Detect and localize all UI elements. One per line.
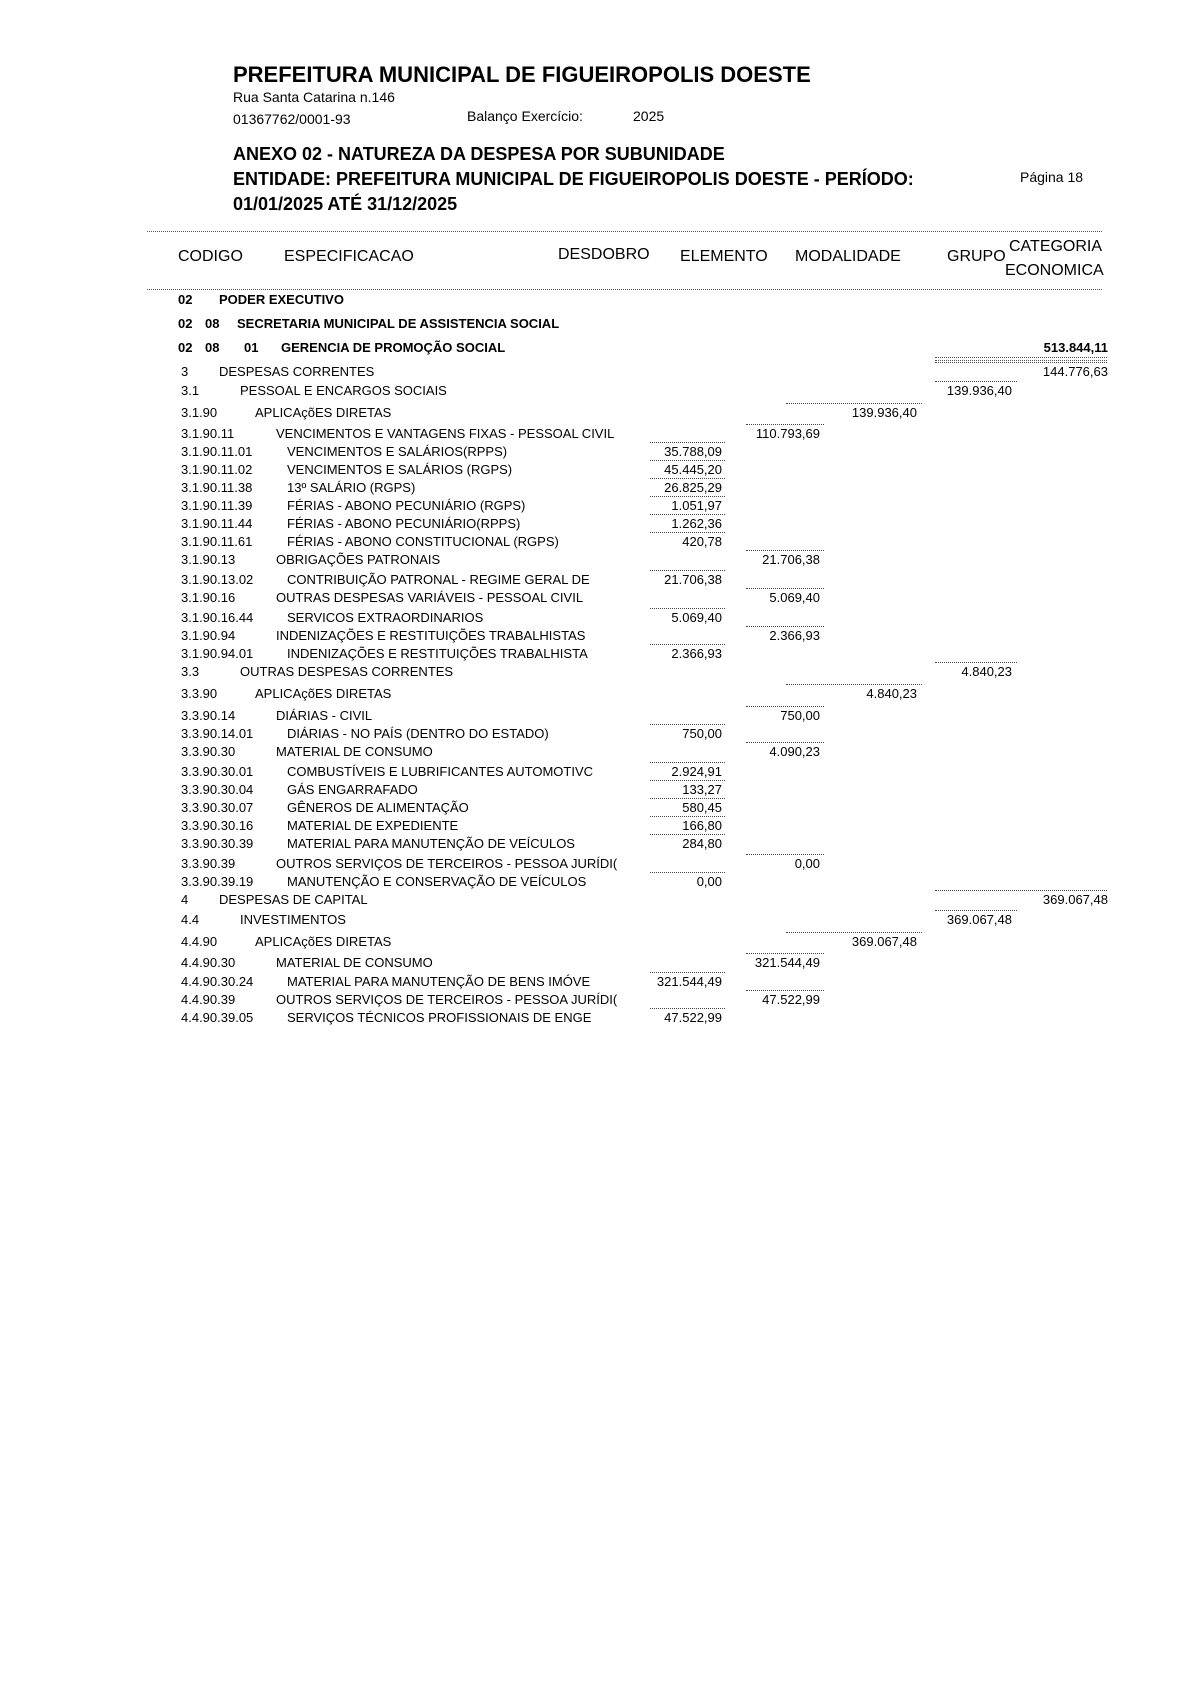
value-rule (650, 762, 725, 763)
value-rule (650, 442, 725, 443)
row-code: 3.1.90 (181, 405, 218, 420)
row-code: 3.1.90.11.02 (181, 462, 253, 477)
row-value: 750,00 (682, 726, 722, 741)
total-underline (935, 360, 1107, 361)
value-rule (935, 890, 1107, 891)
row-description: MATERIAL DE EXPEDIENTE (287, 818, 459, 833)
value-rule (786, 684, 922, 685)
row-value: 420,78 (682, 534, 722, 549)
row-value: 144.776,63 (1042, 364, 1108, 379)
value-rule (650, 724, 725, 725)
row-description: GÁS ENGARRAFADO (287, 782, 418, 797)
row-code: 3.3.90.30.04 (181, 782, 254, 797)
unit-code-2: 08 (205, 316, 220, 331)
row-code: 3.3.90.14 (181, 708, 236, 723)
value-rule (650, 834, 725, 835)
row-code: 3.3.90.30.07 (181, 800, 254, 815)
row-description: DESPESAS DE CAPITAL (219, 892, 368, 907)
row-description: PESSOAL E ENCARGOS SOCIAIS (240, 383, 447, 398)
unit-name: PODER EXECUTIVO (219, 292, 344, 307)
row-description: INVESTIMENTOS (240, 912, 346, 927)
row-value: 110.793,69 (755, 426, 820, 441)
row-code: 3.1.90.16 (181, 590, 236, 605)
row-value: 35.788,09 (664, 444, 722, 459)
row-code: 3.3.90.30.39 (181, 836, 254, 851)
row-code: 3.3.90.30 (181, 744, 236, 759)
row-value: 166,80 (682, 818, 722, 833)
balanco-year: 2025 (633, 108, 665, 124)
unit-code-1: 02 (178, 316, 193, 331)
row-value: 284,80 (682, 836, 722, 851)
row-value: 47.522,99 (762, 992, 820, 1007)
col-desdobro: DESDOBRO (558, 246, 650, 263)
value-rule (746, 854, 824, 855)
row-description: OUTRAS DESPESAS CORRENTES (240, 664, 454, 679)
row-description: INDENIZAÇÕES E RESTITUIÇÕES TRABALHISTAS (276, 628, 586, 643)
unit-code-1: 02 (178, 292, 193, 307)
row-code: 4.4.90.30 (181, 955, 236, 970)
row-description: MATERIAL DE CONSUMO (276, 744, 433, 759)
value-rule (935, 381, 1017, 382)
row-value: 2.924,91 (671, 764, 722, 779)
row-code: 3.3.90.39.19 (181, 874, 254, 889)
row-description: DESPESAS CORRENTES (219, 364, 375, 379)
row-code: 4.4.90.39.05 (181, 1010, 254, 1025)
row-description: FÉRIAS - ABONO CONSTITUCIONAL (RGPS) (287, 534, 559, 549)
col-modalidade: MODALIDADE (795, 248, 901, 265)
row-description: SERVIÇOS TÉCNICOS PROFISSIONAIS DE ENGE (287, 1010, 592, 1025)
divider-top (147, 231, 1102, 232)
row-value: 321.544,49 (754, 955, 820, 970)
row-value: 47.522,99 (664, 1010, 722, 1025)
value-rule (650, 608, 725, 609)
value-rule (746, 990, 824, 991)
row-code: 3.1.90.11.39 (181, 498, 253, 513)
value-rule (650, 460, 725, 461)
row-description: COMBUSTÍVEIS E LUBRIFICANTES AUTOMOTIVC (287, 764, 594, 779)
row-description: FÉRIAS - ABONO PECUNIÁRIO (RGPS) (287, 498, 526, 513)
row-code: 4.4.90 (181, 934, 218, 949)
row-description: FÉRIAS - ABONO PECUNIÁRIO(RPPS) (287, 516, 521, 531)
col-categoria: CATEGORIA (1009, 238, 1103, 255)
row-code: 3.1.90.13.02 (181, 572, 254, 587)
row-code: 4 (181, 892, 189, 907)
row-value: 1.051,97 (671, 498, 722, 513)
row-value: 45.445,20 (664, 462, 722, 477)
unit-total: 513.844,11 (1043, 340, 1108, 355)
value-rule (650, 570, 725, 571)
col-codigo: CODIGO (178, 248, 243, 265)
address: Rua Santa Catarina n.146 (233, 89, 395, 105)
document-title: PREFEITURA MUNICIPAL DE FIGUEIROPOLIS DOESTE (233, 62, 811, 87)
col-especificacao: ESPECIFICACAO (284, 248, 414, 265)
value-rule (746, 424, 824, 425)
row-code: 3.1.90.11.61 (181, 534, 253, 549)
row-value: 21.706,38 (664, 572, 722, 587)
row-code: 3.3.90.39 (181, 856, 236, 871)
value-rule (786, 932, 922, 933)
row-code: 3.3.90 (181, 686, 218, 701)
unit-name: GERENCIA DE PROMOÇÃO SOCIAL (281, 340, 506, 355)
value-rule (746, 550, 824, 551)
row-description: OUTRAS DESPESAS VARIÁVEIS - PESSOAL CIVIL (276, 590, 584, 605)
row-description: OBRIGAÇÕES PATRONAIS (276, 552, 441, 567)
row-value: 0,00 (794, 856, 820, 871)
row-description: MATERIAL PARA MANUTENÇÃO DE VEÍCULOS (287, 836, 575, 851)
row-value: 0,00 (696, 874, 722, 889)
row-value: 139.936,40 (946, 383, 1012, 398)
row-value: 133,27 (682, 782, 722, 797)
value-rule (746, 626, 824, 627)
row-code: 3.1.90.11.38 (181, 480, 253, 495)
row-description: 13º SALÁRIO (RGPS) (287, 480, 416, 495)
row-value: 26.825,29 (664, 480, 722, 495)
row-value: 4.840,23 (961, 664, 1012, 679)
row-code: 3.1.90.94.01 (181, 646, 254, 661)
page-number: Página 18 (1020, 169, 1084, 185)
row-description: GÊNEROS DE ALIMENTAÇÃO (287, 800, 469, 815)
value-rule (650, 496, 725, 497)
row-description: VENCIMENTOS E VANTAGENS FIXAS - PESSOAL CIVIL (276, 426, 615, 441)
col-economica: ECONOMICA (1005, 262, 1104, 279)
row-value: 369.067,48 (1042, 892, 1108, 907)
value-rule (650, 1008, 725, 1009)
row-value: 21.706,38 (762, 552, 820, 567)
value-rule (650, 514, 725, 515)
row-description: MATERIAL DE CONSUMO (276, 955, 433, 970)
row-value: 369.067,48 (851, 934, 917, 949)
row-description: CONTRIBUIÇÃO PATRONAL - REGIME GERAL DE (287, 572, 590, 587)
value-rule (935, 362, 1107, 363)
unit-code-3: 01 (244, 340, 259, 355)
row-code: 4.4.90.39 (181, 992, 236, 1007)
row-code: 3.1.90.11.01 (181, 444, 253, 459)
total-underline (935, 357, 1107, 358)
row-description: VENCIMENTOS E SALÁRIOS(RPPS) (287, 444, 508, 459)
row-value: 2.366,93 (671, 646, 722, 661)
row-value: 5.069,40 (769, 590, 820, 605)
entity-line: ENTIDADE: PREFEITURA MUNICIPAL DE FIGUEIROPOLIS DOESTE - PERÍODO: (233, 169, 914, 189)
row-code: 3.3.90.30.16 (181, 818, 254, 833)
row-description: MATERIAL PARA MANUTENÇÃO DE BENS IMÓVE (287, 974, 591, 989)
row-description: VENCIMENTOS E SALÁRIOS (RGPS) (287, 462, 513, 477)
row-value: 139.936,40 (851, 405, 917, 420)
row-value: 4.840,23 (866, 686, 917, 701)
row-code: 3.3 (181, 664, 200, 679)
row-description: APLICAçõES DIRETAS (255, 686, 392, 701)
value-rule (650, 478, 725, 479)
unit-code-2: 08 (205, 340, 220, 355)
value-rule (650, 972, 725, 973)
value-rule (935, 910, 1017, 911)
row-value: 750,00 (780, 708, 820, 723)
row-value: 2.366,93 (769, 628, 820, 643)
row-description: INDENIZAÇÕES E RESTITUIÇÕES TRABALHISTA (287, 646, 588, 661)
value-rule (746, 953, 824, 954)
row-code: 3.1.90.16.44 (181, 610, 254, 625)
row-description: APLICAçõES DIRETAS (255, 405, 392, 420)
balanco-label: Balanço Exercício: (467, 108, 583, 124)
row-description: SERVICOS EXTRAORDINARIOS (287, 610, 484, 625)
row-code: 3.3.90.14.01 (181, 726, 254, 741)
col-elemento: ELEMENTO (680, 248, 768, 265)
row-code: 4.4.90.30.24 (181, 974, 254, 989)
row-value: 321.544,49 (656, 974, 722, 989)
row-code: 3.1 (181, 383, 200, 398)
value-rule (650, 798, 725, 799)
row-value: 1.262,36 (671, 516, 722, 531)
row-description: DIÁRIAS - CIVIL (276, 708, 373, 723)
row-description: MANUTENÇÃO E CONSERVAÇÃO DE VEÍCULOS (287, 874, 587, 889)
divider-header (147, 289, 1102, 290)
value-rule (650, 816, 725, 817)
value-rule (650, 872, 725, 873)
value-rule (650, 644, 725, 645)
value-rule (746, 742, 824, 743)
row-code: 3.1.90.11.44 (181, 516, 253, 531)
value-rule (786, 403, 922, 404)
value-rule (746, 588, 824, 589)
row-code: 3.1.90.13 (181, 552, 236, 567)
value-rule (650, 780, 725, 781)
cnpj: 01367762/0001-93 (233, 111, 351, 127)
period-line: 01/01/2025 ATÉ 31/12/2025 (233, 194, 458, 214)
row-code: 3.3.90.30.01 (181, 764, 254, 779)
row-value: 369.067,48 (946, 912, 1012, 927)
row-description: OUTROS SERVIÇOS DE TERCEIROS - PESSOA JURÍDI( (276, 992, 618, 1007)
annex-title: ANEXO 02 - NATUREZA DA DESPESA POR SUBUNIDADE (233, 144, 725, 164)
col-grupo: GRUPO (947, 248, 1006, 265)
row-value: 4.090,23 (769, 744, 820, 759)
value-rule (935, 662, 1017, 663)
unit-name: SECRETARIA MUNICIPAL DE ASSISTENCIA SOCIAL (237, 316, 560, 331)
value-rule (650, 532, 725, 533)
row-description: DIÁRIAS - NO PAÍS (DENTRO DO ESTADO) (287, 726, 549, 741)
unit-code-1: 02 (178, 340, 193, 355)
row-description: OUTROS SERVIÇOS DE TERCEIROS - PESSOA JURÍDI( (276, 856, 618, 871)
row-value: 580,45 (682, 800, 722, 815)
row-description: APLICAçõES DIRETAS (255, 934, 392, 949)
row-code: 3.1.90.94 (181, 628, 236, 643)
row-code: 3 (181, 364, 189, 379)
row-code: 3.1.90.11 (181, 426, 235, 441)
row-value: 5.069,40 (671, 610, 722, 625)
value-rule (746, 706, 824, 707)
row-code: 4.4 (181, 912, 200, 927)
